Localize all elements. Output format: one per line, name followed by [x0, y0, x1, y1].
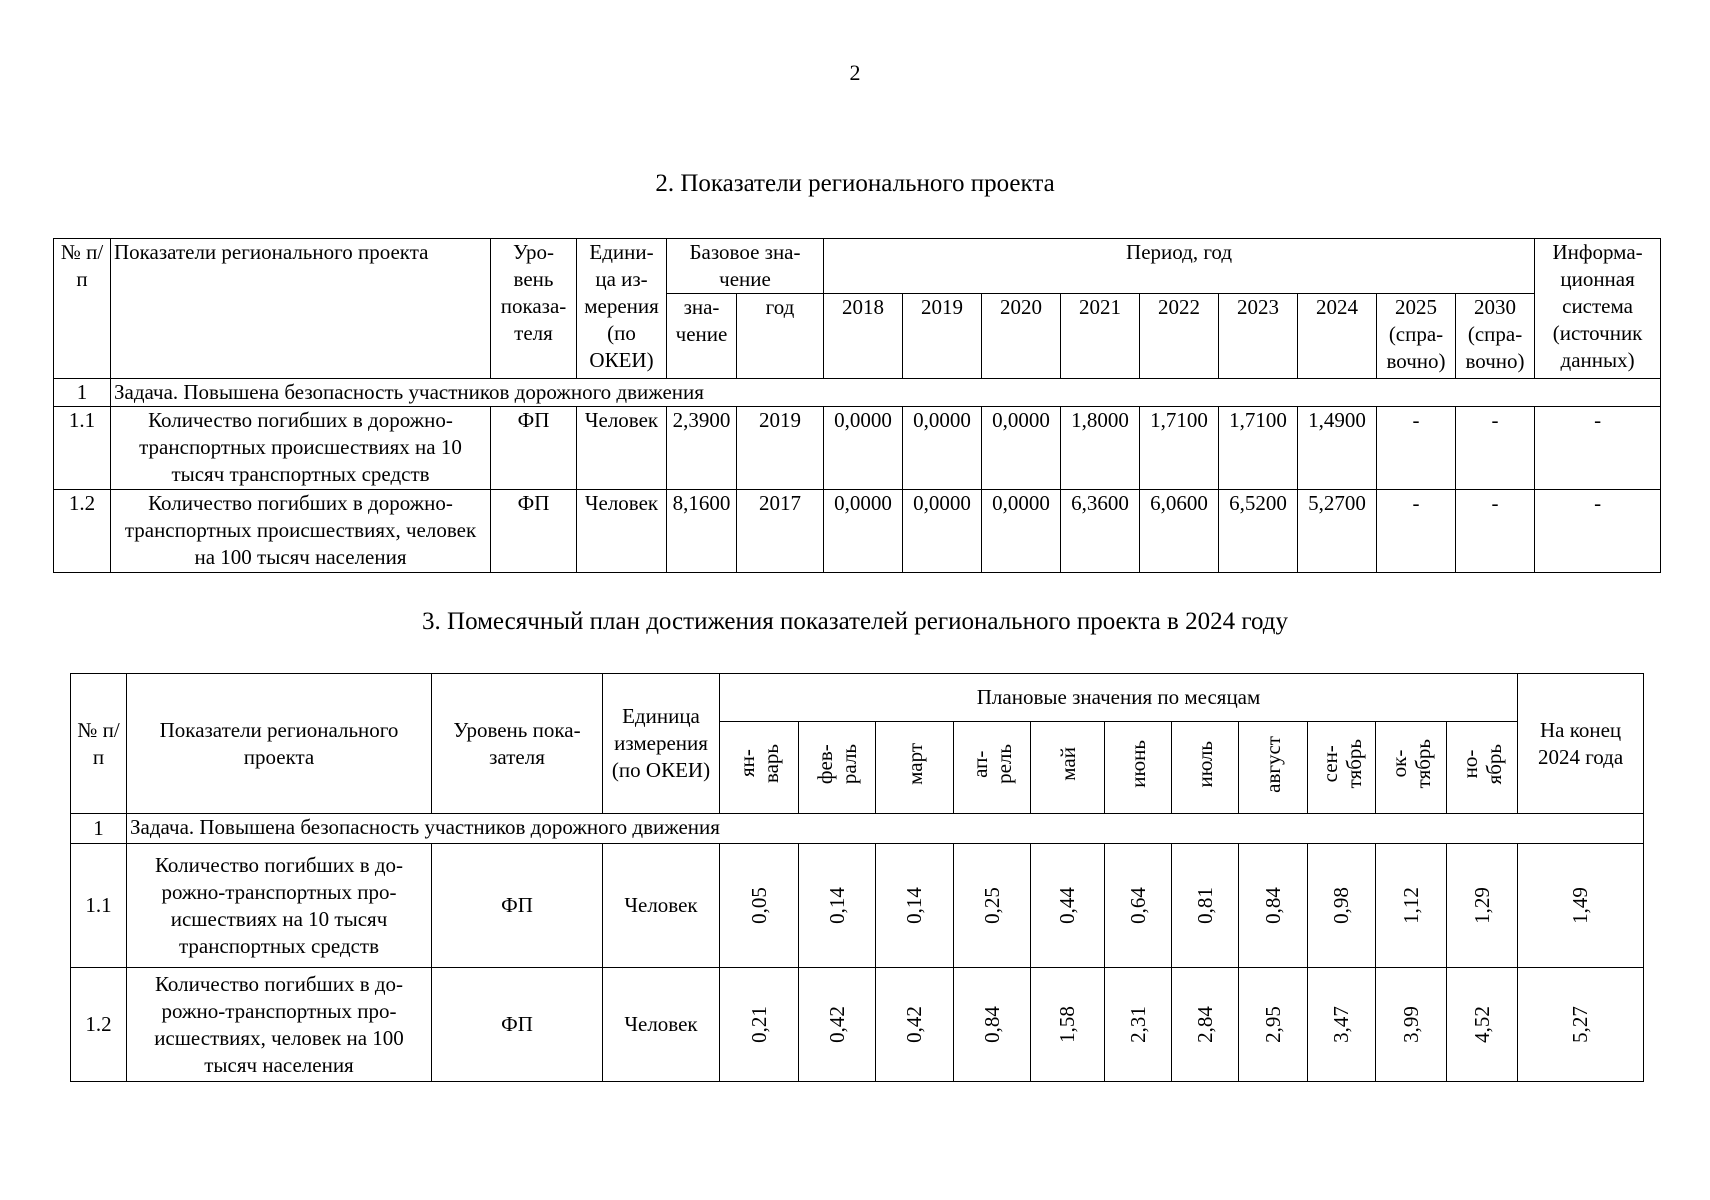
indicators-table — [53, 238, 1661, 573]
base-value: 8,1600 — [667, 490, 737, 573]
month-label: июль — [1193, 740, 1217, 788]
col-header-month — [954, 722, 1031, 814]
table-row — [71, 968, 1644, 1082]
monthly-plan-table — [70, 673, 1644, 1082]
month-value: 0,81 — [1192, 887, 1217, 924]
base-year: 2017 — [737, 490, 824, 573]
col-header-num: № п/п — [71, 674, 127, 814]
year-value: 1,7100 — [1219, 407, 1298, 490]
col-header-unit: Единица измерения (по ОКЕИ) — [603, 674, 720, 814]
month-value: 0,64 — [1125, 887, 1150, 924]
month-value: 2,84 — [1192, 1006, 1217, 1043]
indicator-level: ФП — [432, 968, 603, 1082]
month-value: 1,58 — [1055, 1006, 1079, 1043]
month-label: но- ябрь — [1458, 743, 1507, 785]
col-header-month — [1447, 722, 1518, 814]
value-2025: - — [1377, 490, 1456, 573]
row-num: 1.1 — [71, 844, 127, 968]
month-label: май — [1055, 747, 1080, 781]
col-header-month — [799, 722, 876, 814]
col-header-year: 2018 — [824, 294, 903, 379]
col-header-year-end: На конец 2024 года — [1518, 674, 1644, 814]
value-2030: - — [1456, 490, 1535, 573]
month-value: 1,12 — [1398, 887, 1423, 924]
col-header-month — [720, 722, 799, 814]
year-value: 1,7100 — [1140, 407, 1219, 490]
month-value: 0,84 — [979, 1006, 1004, 1043]
task-num: 1 — [54, 379, 111, 407]
indicator-unit: Человек — [577, 407, 667, 490]
table-row — [54, 407, 1661, 490]
year-end-value: 5,27 — [1568, 1006, 1593, 1043]
col-header-month — [1308, 722, 1376, 814]
year-value: 1,4900 — [1298, 407, 1377, 490]
year-value: 0,0000 — [982, 407, 1061, 490]
month-value: 1,29 — [1469, 887, 1494, 924]
month-value: 0,98 — [1329, 887, 1353, 924]
col-header-year-2025: 2025 (спра-вочно) — [1377, 294, 1456, 379]
col-header-level: Уровень пока-зателя — [432, 674, 603, 814]
row-num: 1.2 — [54, 490, 111, 573]
col-header-month — [876, 722, 954, 814]
col-header-unit: Едини-ца из-мерения (по ОКЕИ) — [577, 239, 667, 379]
month-label: март — [902, 743, 927, 785]
year-value: 1,8000 — [1061, 407, 1140, 490]
month-value: 0,44 — [1055, 887, 1079, 924]
year-value: 5,2700 — [1298, 490, 1377, 573]
page-number: 2 — [849, 60, 861, 85]
col-header-month — [1239, 722, 1308, 814]
col-header-base-year: год — [737, 294, 824, 379]
month-value: 3,47 — [1329, 1006, 1353, 1043]
year-value: 0,0000 — [903, 407, 982, 490]
col-header-year: 2024 — [1298, 294, 1377, 379]
col-header-month — [1376, 722, 1447, 814]
month-value: 0,84 — [1260, 887, 1285, 924]
month-value: 0,42 — [902, 1006, 926, 1043]
indicator-name: Количество погибших в дорожно-транспортных происшествиях, человек на 100 тысяч населения — [111, 490, 491, 573]
row-num: 1.1 — [54, 407, 111, 490]
year-value: 0,0000 — [824, 407, 903, 490]
indicator-name: Количество погибших в до-рожно-транспортных про-исшествиях на 10 тысяч транспортных средств — [127, 844, 432, 968]
col-header-month — [1105, 722, 1172, 814]
month-value: 0,42 — [824, 1006, 849, 1043]
indicator-unit: Человек — [603, 968, 720, 1082]
indicator-unit: Человек — [603, 844, 720, 968]
year-value: 6,3600 — [1061, 490, 1140, 573]
base-value: 2,3900 — [667, 407, 737, 490]
col-header-year-2030: 2030 (спра-вочно) — [1456, 294, 1535, 379]
indicator-level: ФП — [491, 407, 577, 490]
month-value: 3,99 — [1398, 1006, 1423, 1043]
month-label: август — [1261, 735, 1285, 793]
month-value: 2,95 — [1260, 1006, 1285, 1043]
col-header-year: 2022 — [1140, 294, 1219, 379]
year-value: 6,0600 — [1140, 490, 1219, 573]
col-header-indicator: Показатели регионального проекта — [111, 239, 491, 379]
col-header-month — [1031, 722, 1105, 814]
col-header-indicator: Показатели регионального проекта — [127, 674, 432, 814]
task-num: 1 — [71, 814, 127, 844]
task-text: Задача. Повышена безопасность участников дорожного движения — [111, 379, 1661, 407]
month-value: 4,52 — [1469, 1006, 1494, 1043]
year-end-value: 1,49 — [1568, 887, 1593, 924]
indicator-level: ФП — [432, 844, 603, 968]
col-header-year: 2019 — [903, 294, 982, 379]
table-row — [71, 844, 1644, 968]
month-value: 0,21 — [746, 1006, 771, 1043]
info-system: - — [1535, 407, 1661, 490]
base-year: 2019 — [737, 407, 824, 490]
month-label: фев- раль — [813, 743, 861, 785]
info-system: - — [1535, 490, 1661, 573]
col-header-base: Базовое зна-чение — [667, 239, 824, 294]
indicator-name: Количество погибших в дорожно-транспортных происшествиях на 10 тысяч транспортных средств — [111, 407, 491, 490]
year-value: 0,0000 — [903, 490, 982, 573]
table-row — [54, 490, 1661, 573]
year-value: 0,0000 — [824, 490, 903, 573]
col-header-year: 2023 — [1219, 294, 1298, 379]
task-text: Задача. Повышена безопасность участников дорожного движения — [127, 814, 1644, 844]
col-header-year: 2021 — [1061, 294, 1140, 379]
month-label: ок- тябрь — [1387, 739, 1435, 789]
col-header-num: № п/п — [54, 239, 111, 379]
section-title-monthly-plan: 3. Помесячный план достижения показателей регионального проекта в 2024 году — [422, 608, 1288, 635]
month-value: 0,05 — [746, 887, 771, 924]
col-header-monthly: Плановые значения по месяцам — [720, 674, 1518, 722]
month-label: сен- тябрь — [1317, 739, 1366, 789]
month-value: 0,14 — [824, 887, 849, 924]
col-header-period: Период, год — [824, 239, 1535, 294]
indicator-level: ФП — [491, 490, 577, 573]
indicator-unit: Человек — [577, 490, 667, 573]
month-label: ян- варь — [735, 744, 783, 784]
row-num: 1.2 — [71, 968, 127, 1082]
col-header-level: Уро-вень показа-теля — [491, 239, 577, 379]
month-label: ап- рель — [968, 744, 1016, 784]
value-2025: - — [1377, 407, 1456, 490]
indicator-name: Количество погибших в до-рожно-транспортных про-исшествиях, человек на 100 тысяч населения — [127, 968, 432, 1082]
month-label: июнь — [1126, 740, 1150, 788]
month-value: 0,14 — [902, 887, 926, 924]
month-value: 2,31 — [1125, 1006, 1150, 1043]
col-header-info-system: Информа-ционная система (источник данных) — [1535, 239, 1661, 379]
section-title-indicators: 2. Показатели регионального проекта — [655, 170, 1055, 197]
col-header-month — [1172, 722, 1239, 814]
value-2030: - — [1456, 407, 1535, 490]
year-value: 6,5200 — [1219, 490, 1298, 573]
year-value: 0,0000 — [982, 490, 1061, 573]
col-header-year: 2020 — [982, 294, 1061, 379]
col-header-base-value: зна-чение — [667, 294, 737, 379]
month-value: 0,25 — [979, 887, 1004, 924]
